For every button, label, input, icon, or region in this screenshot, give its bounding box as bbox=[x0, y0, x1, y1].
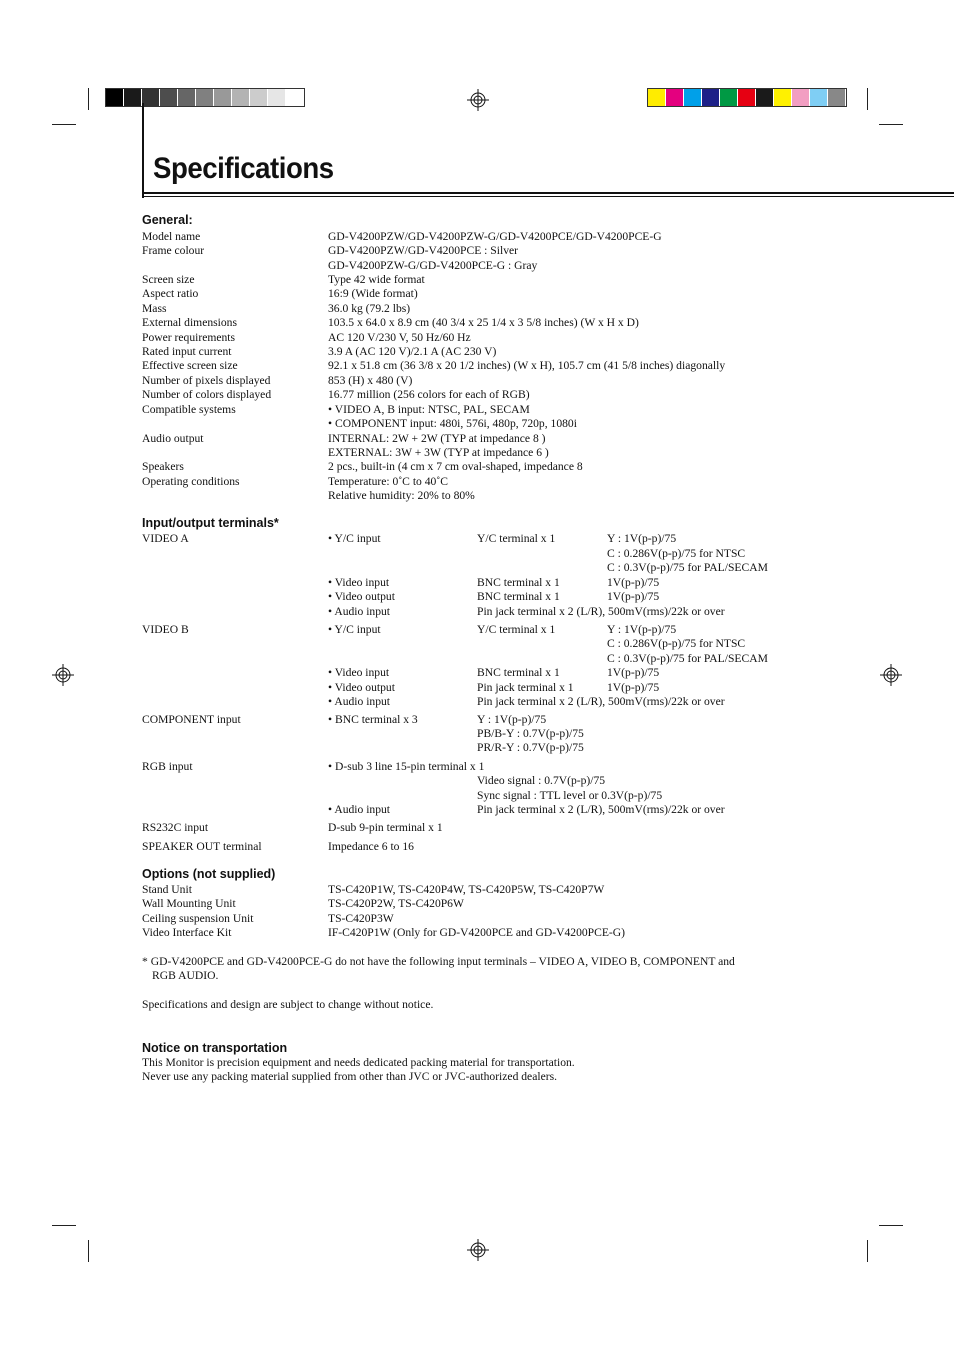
spec-label: Frame colour bbox=[142, 244, 205, 257]
io-input-name: • Video output bbox=[328, 681, 395, 694]
spec-label: Speakers bbox=[142, 460, 184, 473]
spec-label: Model name bbox=[142, 230, 201, 243]
color-swatch bbox=[286, 89, 304, 106]
io-terminal: Pin jack terminal x 1 bbox=[477, 681, 574, 694]
color-swatch bbox=[810, 89, 828, 106]
option-label: Stand Unit bbox=[142, 883, 192, 896]
spec-label: Aspect ratio bbox=[142, 287, 199, 300]
io-terminal: Y/C terminal x 1 bbox=[477, 623, 556, 636]
option-value: TS-C420P1W, TS-C420P4W, TS-C420P5W, TS-C420P7W bbox=[328, 883, 605, 896]
component-terminal: • BNC terminal x 3 bbox=[328, 713, 418, 726]
color-swatch bbox=[196, 89, 214, 106]
crop-mark bbox=[879, 1225, 903, 1226]
spec-value: • VIDEO A, B input: NTSC, PAL, SECAM bbox=[328, 403, 530, 416]
color-swatch bbox=[666, 89, 684, 106]
io-terminal: Pin jack terminal x 2 (L/R), 500mV(rms)/22k or over bbox=[477, 695, 725, 708]
spec-label: Effective screen size bbox=[142, 359, 238, 372]
io-terminal: BNC terminal x 1 bbox=[477, 576, 560, 589]
spec-label: Power requirements bbox=[142, 331, 236, 344]
title-rule-thin bbox=[142, 196, 954, 197]
rgb-sync-signal: Sync signal : TTL level or 0.3V(p-p)/75 bbox=[477, 789, 663, 802]
rgb-audio-input: • Audio input bbox=[328, 803, 391, 816]
spec-label: Screen size bbox=[142, 273, 195, 286]
color-swatch bbox=[774, 89, 792, 106]
color-swatch bbox=[178, 89, 196, 106]
spec-label: Number of pixels displayed bbox=[142, 374, 271, 387]
color-swatch bbox=[232, 89, 250, 106]
gray-calibration-bar bbox=[105, 88, 305, 107]
crop-mark bbox=[867, 88, 868, 110]
title-rule bbox=[142, 192, 954, 194]
io-signal: C : 0.286V(p-p)/75 for NTSC bbox=[607, 637, 746, 650]
speaker-out-value: Impedance 6 to 16 bbox=[328, 840, 414, 853]
video-a-label: VIDEO A bbox=[142, 532, 189, 545]
spec-value: EXTERNAL: 3W + 3W (TYP at impedance 6 ) bbox=[328, 446, 549, 459]
spec-value: Temperature: 0˚C to 40˚C bbox=[328, 475, 448, 488]
color-swatch bbox=[106, 89, 124, 106]
spec-value: GD-V4200PZW/GD-V4200PCE : Silver bbox=[328, 244, 519, 257]
spec-label: Compatible systems bbox=[142, 403, 236, 416]
spec-value: • COMPONENT input: 480i, 576i, 480p, 720p, 1080i bbox=[328, 417, 577, 430]
spec-value: 853 (H) x 480 (V) bbox=[328, 374, 413, 387]
spec-label: External dimensions bbox=[142, 316, 237, 329]
crop-mark bbox=[52, 1225, 76, 1226]
option-value: TS-C420P3W bbox=[328, 912, 394, 925]
spec-value: INTERNAL: 2W + 2W (TYP at impedance 8 ) bbox=[328, 432, 546, 445]
spec-value: GD-V4200PZW-G/GD-V4200PCE-G : Gray bbox=[328, 259, 538, 272]
io-input-name: • Y/C input bbox=[328, 623, 381, 636]
io-terminal: BNC terminal x 1 bbox=[477, 590, 560, 603]
notice-line: Never use any packing material supplied from other than JVC or JVC-authorized dealers. bbox=[142, 1070, 557, 1083]
io-signal: C : 0.3V(p-p)/75 for PAL/SECAM bbox=[607, 652, 768, 665]
io-signal: 1V(p-p)/75 bbox=[607, 666, 660, 679]
color-swatch bbox=[214, 89, 232, 106]
option-label: Ceiling suspension Unit bbox=[142, 912, 254, 925]
spec-label: Number of colors displayed bbox=[142, 388, 272, 401]
rgb-terminal: • D-sub 3 line 15-pin terminal x 1 bbox=[328, 760, 485, 773]
crop-mark bbox=[88, 88, 89, 110]
spec-value: GD-V4200PZW/GD-V4200PZW-G/GD-V4200PCE/GD-V4200PCE-G bbox=[328, 230, 662, 243]
option-label: Video Interface Kit bbox=[142, 926, 232, 939]
video-b-label: VIDEO B bbox=[142, 623, 189, 636]
disclaimer: Specifications and design are subject to change without notice. bbox=[142, 998, 434, 1011]
option-label: Wall Mounting Unit bbox=[142, 897, 236, 910]
speaker-out-label: SPEAKER OUT terminal bbox=[142, 840, 262, 853]
color-swatch bbox=[124, 89, 142, 106]
notice-heading: Notice on transportation bbox=[142, 1041, 288, 1055]
io-heading: Input/output terminals* bbox=[142, 516, 279, 530]
spec-value: 92.1 x 51.8 cm (36 3/8 x 20 1/2 inches) (W x H), 105.7 cm (41 5/8 inches) diagonally bbox=[328, 359, 726, 372]
color-swatch bbox=[268, 89, 286, 106]
rgb-label: RGB input bbox=[142, 760, 193, 773]
crop-mark bbox=[879, 124, 903, 125]
option-value: IF-C420P1W (Only for GD-V4200PCE and GD-V4200PCE-G) bbox=[328, 926, 626, 939]
spec-label: Operating conditions bbox=[142, 475, 240, 488]
page-title: Specifications bbox=[153, 152, 334, 185]
title-vertical-rule bbox=[142, 103, 144, 198]
rgb-video-signal: Video signal : 0.7V(p-p)/75 bbox=[477, 774, 606, 787]
crop-mark bbox=[867, 1240, 868, 1262]
spec-label: Audio output bbox=[142, 432, 204, 445]
io-input-name: • Video input bbox=[328, 576, 390, 589]
registration-mark-icon bbox=[52, 664, 74, 686]
color-swatch bbox=[792, 89, 810, 106]
spec-label: Rated input current bbox=[142, 345, 232, 358]
spec-value: Type 42 wide format bbox=[328, 273, 425, 286]
spec-value: 3.9 A (AC 120 V)/2.1 A (AC 230 V) bbox=[328, 345, 497, 358]
io-terminal: BNC terminal x 1 bbox=[477, 666, 560, 679]
color-swatch bbox=[720, 89, 738, 106]
io-signal: 1V(p-p)/75 bbox=[607, 576, 660, 589]
io-signal: Y : 1V(p-p)/75 bbox=[607, 532, 677, 545]
crop-mark bbox=[88, 1240, 89, 1262]
rs232c-label: RS232C input bbox=[142, 821, 209, 834]
spec-value: 16:9 (Wide format) bbox=[328, 287, 418, 300]
color-swatch bbox=[684, 89, 702, 106]
color-swatch bbox=[142, 89, 160, 106]
footnote-line: * GD-V4200PCE and GD-V4200PCE-G do not have the following input terminals – VIDEO A, VIDEO B, COMPONENT and bbox=[142, 955, 735, 968]
io-input-name: • Video input bbox=[328, 666, 390, 679]
color-swatch bbox=[250, 89, 268, 106]
io-terminal: Pin jack terminal x 2 (L/R), 500mV(rms)/22k or over bbox=[477, 605, 725, 618]
io-terminal: Y/C terminal x 1 bbox=[477, 532, 556, 545]
io-signal: Y : 1V(p-p)/75 bbox=[607, 623, 677, 636]
component-pb: PB/B-Y : 0.7V(p-p)/75 bbox=[477, 727, 584, 740]
color-swatch bbox=[738, 89, 756, 106]
footnote-line: RGB AUDIO. bbox=[152, 969, 219, 982]
options-heading: Options (not supplied) bbox=[142, 867, 276, 881]
io-signal: 1V(p-p)/75 bbox=[607, 590, 660, 603]
registration-mark-icon bbox=[880, 664, 902, 686]
io-input-name: • Audio input bbox=[328, 605, 391, 618]
io-signal: C : 0.286V(p-p)/75 for NTSC bbox=[607, 547, 746, 560]
color-swatch bbox=[828, 89, 846, 106]
component-label: COMPONENT input bbox=[142, 713, 241, 726]
option-value: TS-C420P2W, TS-C420P6W bbox=[328, 897, 464, 910]
spec-value: 2 pcs., built-in (4 cm x 7 cm oval-shaped, impedance 8 bbox=[328, 460, 583, 473]
component-y: Y : 1V(p-p)/75 bbox=[477, 713, 547, 726]
io-input-name: • Y/C input bbox=[328, 532, 381, 545]
io-input-name: • Video output bbox=[328, 590, 395, 603]
color-swatch bbox=[702, 89, 720, 106]
spec-label: Mass bbox=[142, 302, 167, 315]
spec-value: 16.77 million (256 colors for each of RGB) bbox=[328, 388, 530, 401]
color-swatch bbox=[648, 89, 666, 106]
crop-mark bbox=[52, 124, 76, 125]
registration-mark-icon bbox=[467, 1239, 489, 1261]
registration-mark-icon bbox=[467, 89, 489, 111]
io-signal: C : 0.3V(p-p)/75 for PAL/SECAM bbox=[607, 561, 768, 574]
color-calibration-bar bbox=[647, 88, 847, 107]
io-signal: 1V(p-p)/75 bbox=[607, 681, 660, 694]
rs232c-value: D-sub 9-pin terminal x 1 bbox=[328, 821, 443, 834]
component-pr: PR/R-Y : 0.7V(p-p)/75 bbox=[477, 741, 584, 754]
rgb-audio-spec: Pin jack terminal x 2 (L/R), 500mV(rms)/22k or over bbox=[477, 803, 725, 816]
notice-line: This Monitor is precision equipment and needs dedicated packing material for transportation. bbox=[142, 1056, 575, 1069]
io-input-name: • Audio input bbox=[328, 695, 391, 708]
spec-value: AC 120 V/230 V, 50 Hz/60 Hz bbox=[328, 331, 471, 344]
color-swatch bbox=[756, 89, 774, 106]
general-heading: General: bbox=[142, 213, 193, 227]
spec-value: 103.5 x 64.0 x 8.9 cm (40 3/4 x 25 1/4 x 3 5/8 inches) (W x H x D) bbox=[328, 316, 639, 329]
color-swatch bbox=[160, 89, 178, 106]
spec-value: Relative humidity: 20% to 80% bbox=[328, 489, 475, 502]
spec-value: 36.0 kg (79.2 lbs) bbox=[328, 302, 411, 315]
